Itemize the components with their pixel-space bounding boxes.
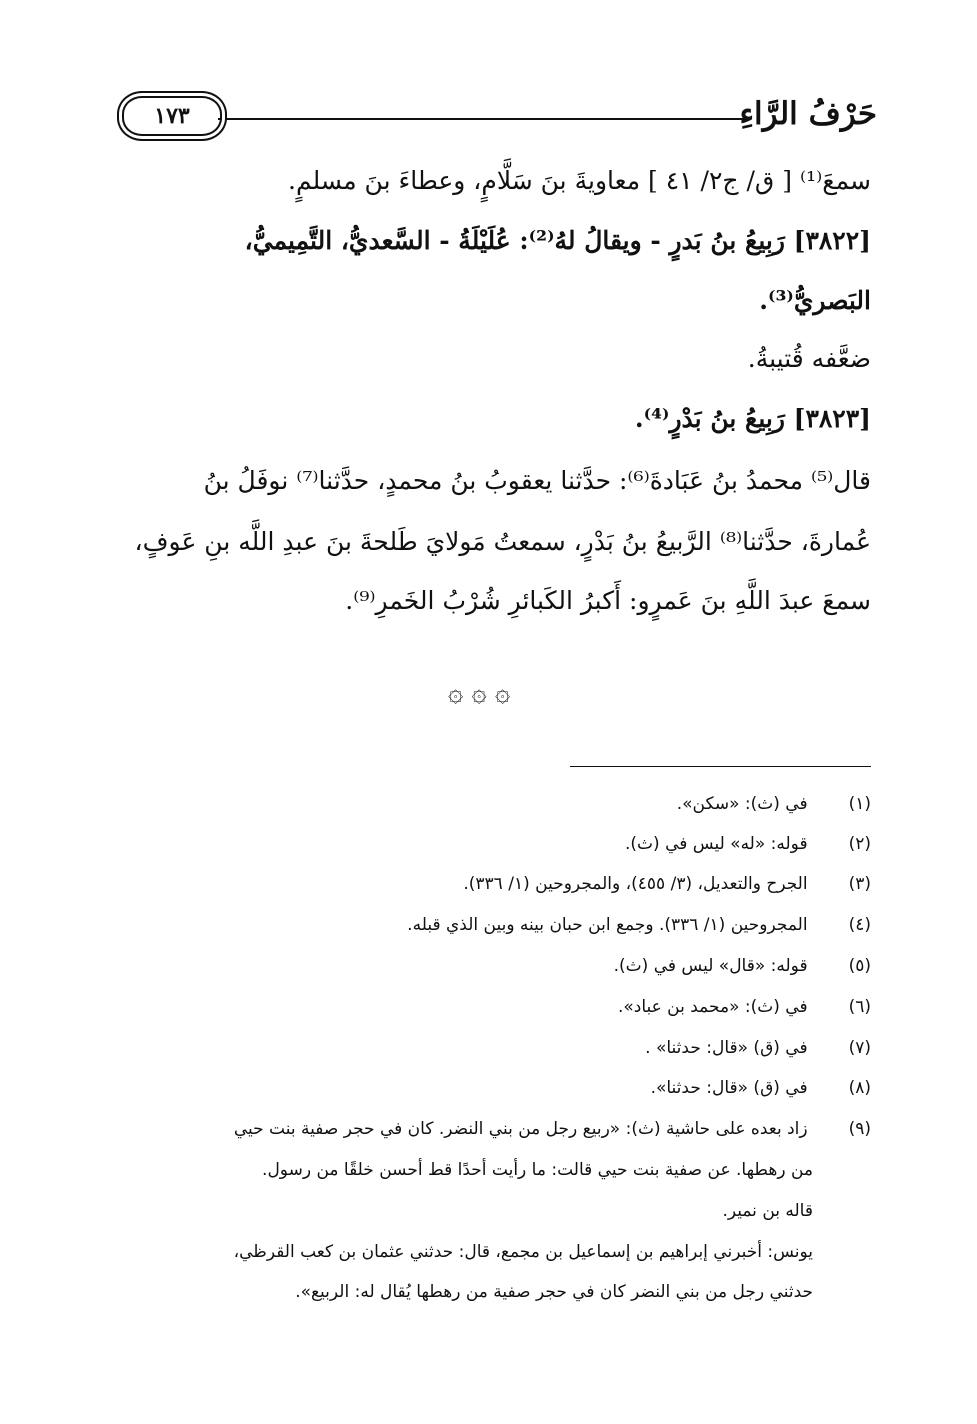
footnote-text: في (ق) «قال: حدثنا». [650,1078,808,1098]
footnote-9-cont-3: يونس: أخبرني إبراهيم بن إسماعيل بن مجمع، قال: حدثني عثمان بن كعب القرظي، [233,1242,813,1262]
body-line-7: عُمارةَ، حدَّثنا⁽⁸⁾ الرَّبيعُ بنُ بَدْرٍ، سمعتُ مَولايَ طَلحةَ بنَ عبدِ اللَّه بنِ عَوفٍ، [134,527,871,556]
footnote-text: في (ث): «محمد بن عباد». [617,997,808,1017]
footnote-text: الجرح والتعديل، (٣/ ٤٥٥)، والمجروحين (١/ ٣٣٦). [463,874,808,894]
footnote-text: في (ث): «سكن». [676,794,808,814]
entry-3822-heading-cont: البَصريُّ⁽³⁾. [759,286,871,315]
footnote-6 [618,997,871,1017]
body-line-6: قال⁽⁵⁾ محمدُ بنُ عَبَادةَ⁽⁶⁾: حدَّثنا يعقوبُ بنُ محمدٍ، حدَّثنا⁽⁷⁾ نوفَلُ بنُ [203,466,871,495]
footnote-text: المجروحين (١/ ٣٣٦). وجمع ابن حبان بينه وبين الذي قبله. [407,915,808,935]
footnote-number: (٨) [848,1078,871,1098]
footnote-4 [407,915,871,935]
footnote-3 [463,874,871,894]
footnote-text: قوله: «له» ليس في (ث). [625,834,808,854]
entry-3823-heading: [٣٨٢٣] رَبِيعُ بنُ بَدْرٍ⁽⁴⁾. [634,404,871,433]
footnote-number: (٩) [848,1119,871,1139]
body-line-1: سمعَ⁽¹⁾ [ ق/ ج٢/ ٤١ ] معاويةَ بنَ سَلَّامٍ، وعطاءَ بنَ مسلمٍ. [288,166,871,195]
footnote-number: (٢) [848,834,871,854]
footnote-9-cont-4: حدثني رجل من بني النضر كان في حجر صفية من رهطها يُقال له: الربيع». [295,1282,813,1302]
footnote-text: زاد بعده على حاشية (ث): «ربيع رجل من بني النضر. كان في حجر صفية بنت حيي [233,1119,808,1139]
footnote-9 [234,1119,871,1139]
body-line-8: سمعَ عبدَ اللَّهِ بنَ عَمرٍو: أَكبرُ الكَبائرِ شُرْبُ الخَمرِ⁽⁹⁾. [345,586,871,615]
footnote-number: (٤) [848,915,871,935]
footnote-2 [625,834,871,854]
footnote-number: (٦) [848,997,871,1017]
footnote-number: (٣) [848,874,871,894]
footnote-number: (٧) [848,1038,871,1058]
footnote-7 [645,1038,871,1058]
page-number: ١٧٣ [154,103,190,129]
entry-3822-heading: [٣٨٢٢] رَبِيعُ بنُ بَدرٍ - ويقالُ لهُ⁽²⁾: عُلَيْلَةُ - السَّعديُّ، التَّمِيميُّ، [244,226,871,255]
footnote-text: قوله: «قال» ليس في (ث). [613,956,808,976]
chapter-title: حَرْفُ الرَّاءِ [739,96,877,132]
footnote-5 [614,956,871,976]
page-number-badge [122,96,222,136]
footnote-9-cont-1: من رهطها. عن صفية بنت حيي قالت: ما رأيت أحدًا قط أحسن خلقًا من رسول. [262,1160,813,1180]
section-ornament: ۞ ۞ ۞ [448,678,511,708]
body-line-4: ضعَّفه قُتيبةُ. [747,344,871,373]
header-rule [218,118,745,120]
footnote-text: في (ق) «قال: حدثنا» . [645,1038,808,1058]
footnote-8 [651,1078,871,1098]
footnote-number: (١) [848,794,871,814]
footnote-1 [677,794,871,814]
footnote-separator [570,766,871,767]
footnote-9-cont-2: قاله بن نمير. [722,1201,813,1221]
footnote-number: (٥) [848,956,871,976]
